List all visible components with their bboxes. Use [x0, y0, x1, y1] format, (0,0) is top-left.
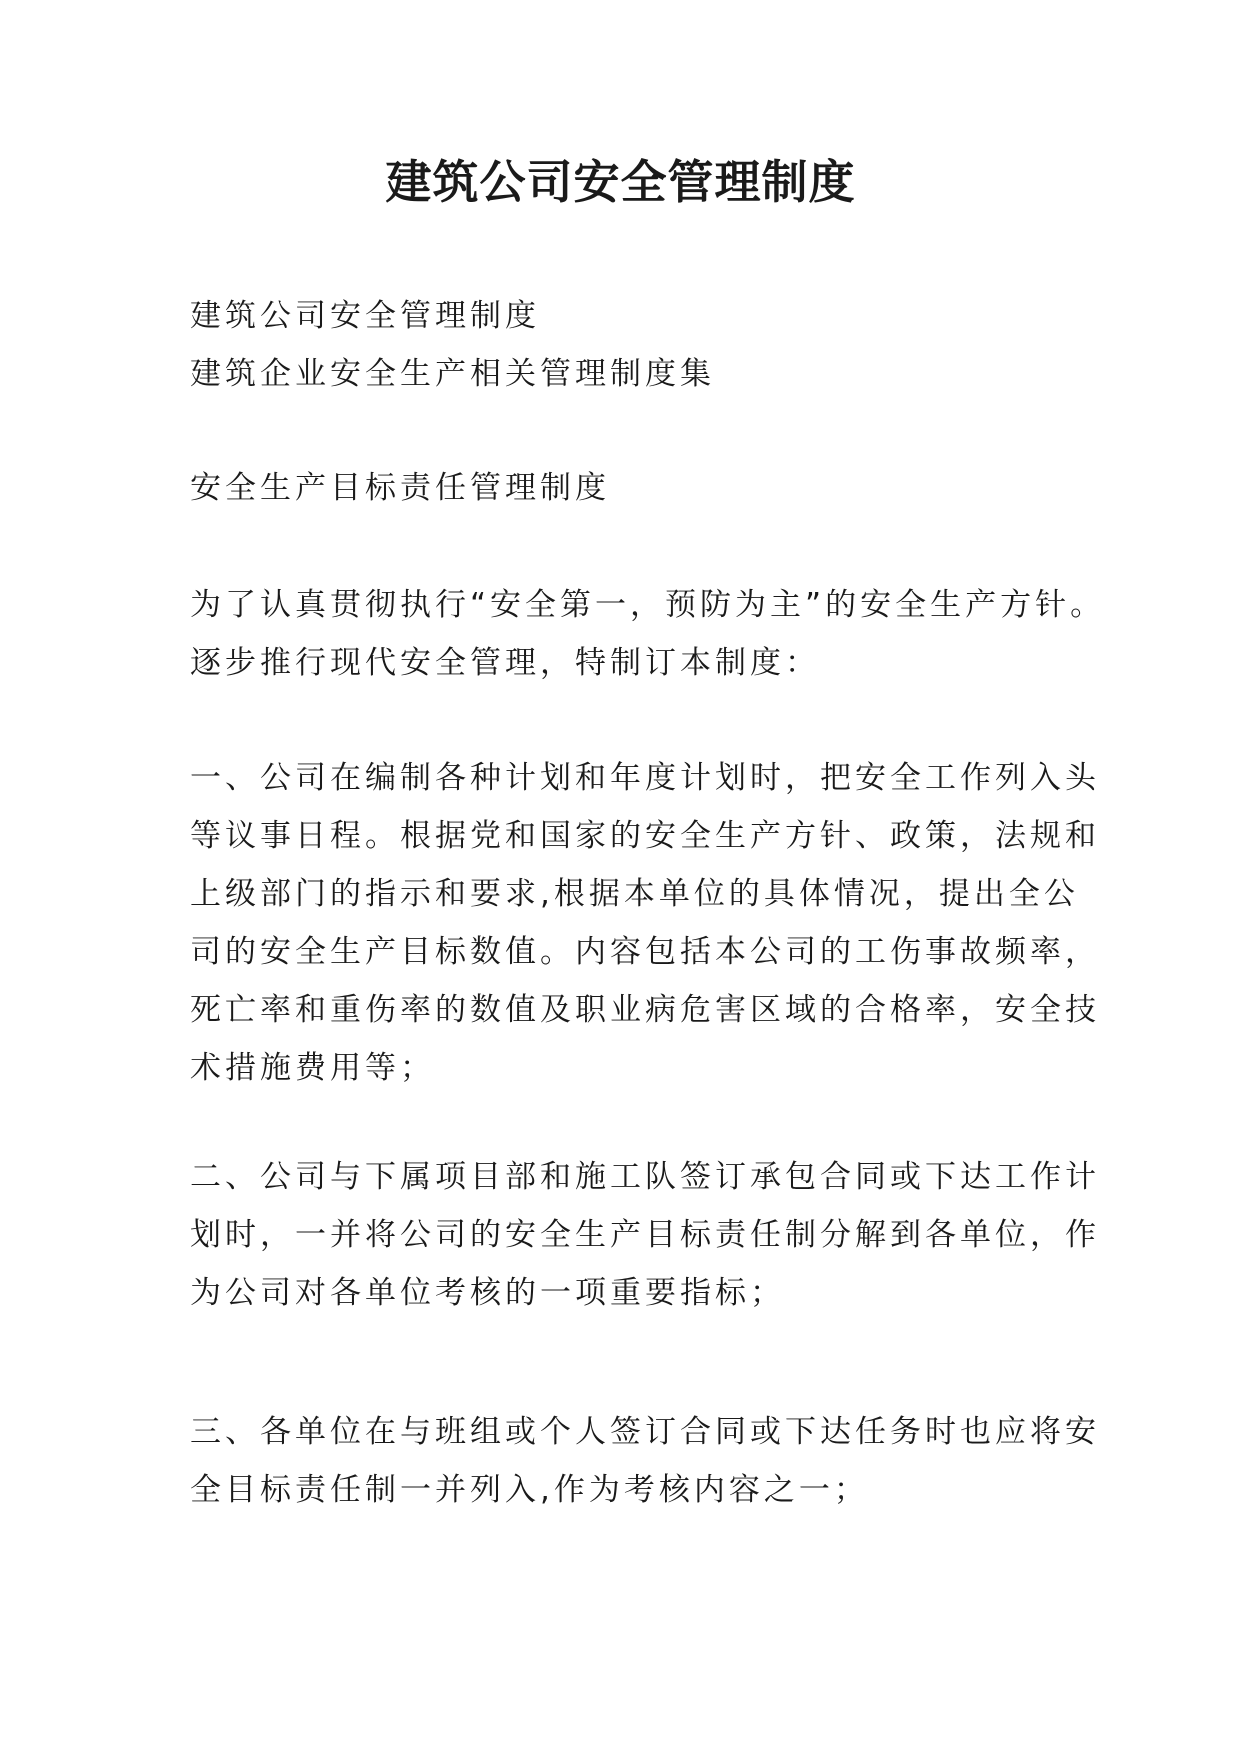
paragraph-line: 等议事日程。根据党和国家的安全生产方针、政策，法规和 [190, 818, 1100, 854]
section-heading: 安全生产目标责任管理制度 [190, 470, 610, 506]
paragraph-line: 一、公司在编制各种计划和年度计划时，把安全工作列入头 [190, 760, 1100, 796]
header-lines [190, 287, 1060, 403]
paragraph-line: 为公司对各单位考核的一项重要指标； [190, 1275, 785, 1311]
paragraph-line: 死亡率和重伤率的数值及职业病危害区域的合格率，安全技 [190, 992, 1100, 1028]
paragraph-line: 逐步推行现代安全管理，特制订本制度： [190, 645, 820, 681]
intro-paragraph [190, 576, 1106, 692]
document-title: 建筑公司安全管理制度 [385, 155, 856, 209]
item-two-paragraph [190, 1148, 1100, 1322]
paragraph-line: 全目标责任制一并列入,作为考核内容之一； [190, 1472, 869, 1508]
paragraph-line: 司的安全生产目标数值。内容包括本公司的工伤事故频率， [190, 934, 1100, 970]
paragraph-line: 二、公司与下属项目部和施工队签订承包合同或下达工作计 [190, 1159, 1100, 1195]
item-three-paragraph [190, 1403, 1100, 1519]
paragraph-line: 术措施费用等； [190, 1050, 435, 1086]
paragraph-line: 三、各单位在与班组或个人签订合同或下达任务时也应将安 [190, 1414, 1100, 1450]
paragraph-line: 上级部门的指示和要求,根据本单位的具体情况，提出全公 [190, 876, 1079, 912]
item-one-paragraph [190, 749, 1100, 1097]
paragraph-line: 为了认真贯彻执行“安全第一，预防为主”的安全生产方针。 [190, 587, 1106, 623]
header-line: 建筑公司安全管理制度 [190, 298, 540, 334]
section-heading-block [190, 459, 1060, 517]
header-line: 建筑企业安全生产相关管理制度集 [190, 356, 715, 392]
paragraph-line: 划时，一并将公司的安全生产目标责任制分解到各单位，作 [190, 1217, 1100, 1253]
